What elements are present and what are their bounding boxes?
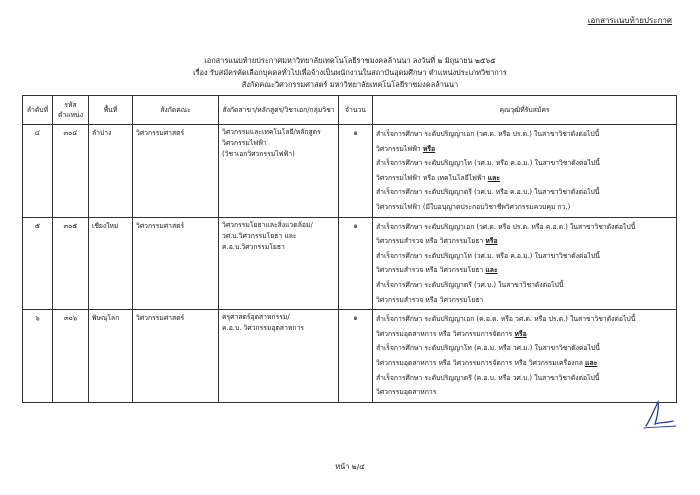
- header-line-1: เอกสารแนบท้ายประกาศมหาวิทยาลัยเทคโนโลยีราชมงคลล้านนา ลงวันที่ ๒ มิถุนายน ๒๕๖๕: [204, 56, 496, 65]
- row-code: ๓๐๖: [53, 310, 89, 403]
- qual-line: วิศวกรรมสำรวจ หรือ วิศวกรรมโยธา หรือ: [376, 237, 498, 246]
- row-faculty: วิศวกรรมศาสตร์: [133, 125, 219, 218]
- page-number: หน้า ๒/๔: [335, 462, 365, 471]
- qual-line: สำเร็จการศึกษา ระดับปริญญาตรี (วศ.บ. หรือ ค.อ.บ.) ในสาขาวิชาดังต่อไปนี้: [376, 188, 600, 197]
- row-program: [219, 310, 339, 403]
- program-line: ค.อ.บ.วิศวกรรมโยธา: [222, 242, 285, 251]
- row-qualification: [373, 217, 677, 310]
- program-line: วศ.บ.วิศวกรรมโยธา และ: [222, 231, 297, 240]
- row-no: ๖: [23, 310, 53, 403]
- header-line-2: เรื่อง รับสมัครคัดเลือกบุคคลทั่วไปเพื่อจ้างเป็นพนักงานในสถาบันอุดมศึกษา ตำแหน่งประเภทวิชาการ: [193, 68, 507, 77]
- header-code: รหัสตำแหน่ง: [53, 96, 89, 125]
- row-faculty: วิศวกรรมศาสตร์: [133, 217, 219, 310]
- conjunction: และ: [487, 173, 500, 182]
- attachment-label: เอกสารแนบท้ายประกาศ: [587, 16, 672, 25]
- row-count: ๑: [339, 125, 373, 218]
- conjunction: หรือ: [514, 329, 527, 338]
- qual-line: วิศวกรรมไฟฟ้า (มีใบอนุญาตประกอบวิชาชีพวิศวกรรมควบคุม กว.): [376, 202, 571, 211]
- conjunction: และ: [585, 358, 598, 367]
- row-count: ๑: [339, 217, 373, 310]
- qual-line: สำเร็จการศึกษา ระดับปริญญาเอก (วศ.ด. หรือ ปร.ด.) ในสาขาวิชาดังต่อไปนี้: [376, 130, 600, 138]
- qual-line: สำเร็จการศึกษา ระดับปริญญาโท (ค.อ.ม. หรือ วศ.ม.) ในสาขาวิชาดังต่อไปนี้: [376, 344, 600, 353]
- qual-line: สำเร็จการศึกษา ระดับปริญญาตรี (ค.อ.บ. หรือ วศ.บ.) ในสาขาวิชาดังต่อไปนี้: [376, 373, 600, 382]
- header-qualification: คุณวุฒิที่รับสมัคร: [373, 96, 677, 125]
- qual-line: สำเร็จการศึกษา ระดับปริญญาตรี (วศ.บ.) ในสาขาวิชาดังต่อไปนี้: [376, 280, 564, 289]
- program-line: วิศวกรรมโยธาและสิ่งแวดล้อม/: [222, 220, 313, 229]
- conjunction: หรือ: [485, 237, 498, 246]
- qual-line: วิศวกรรมอุตสาหการ: [376, 388, 437, 397]
- row-faculty: วิศวกรรมศาสตร์: [133, 310, 219, 403]
- row-code: ๓๐๕: [53, 217, 89, 310]
- qual-line: สำเร็จการศึกษา ระดับปริญญาโท (วศ.ม. หรือ ค.อ.ม.) ในสาขาวิชาดังต่อไปนี้: [376, 251, 600, 260]
- program-line: (วิชาเอกวิศวกรรมไฟฟ้า): [222, 150, 295, 158]
- table-row: [23, 125, 677, 218]
- qual-line: วิศวกรรมอุตสาหการ หรือ วิศวกรรมการจัดการ หรือ: [376, 329, 527, 338]
- header-count: จำนวน: [339, 96, 373, 125]
- qual-line: วิศวกรรมไฟฟ้า หรือ: [376, 144, 436, 153]
- header-line-3: สังกัดคณะวิศวกรรมศาสตร์ มหาวิทยาลัยเทคโนโลยีราชมงคลล้านนา: [241, 80, 459, 89]
- row-area: ลำปาง: [89, 125, 133, 218]
- header-faculty: สังกัดคณะ: [133, 96, 219, 125]
- program-line: ครุศาสตร์อุตสาหกรรม/: [222, 313, 290, 322]
- positions-table: [22, 95, 677, 403]
- program-line: ค.อ.บ. วิศวกรรมอุตสาหการ: [222, 324, 304, 333]
- table-row: [23, 310, 677, 403]
- row-code: ๓๐๔: [53, 125, 89, 218]
- row-no: ๕: [23, 217, 53, 310]
- row-program: [219, 125, 339, 218]
- conjunction: และ: [485, 266, 498, 275]
- row-area: เชียงใหม่: [89, 217, 133, 310]
- row-area: พิษณุโลก: [89, 310, 133, 403]
- qual-line: สำเร็จการศึกษา ระดับปริญญาเอก (ค.อ.ด. หรือ วศ.ด. หรือ ปร.ด.) ในสาขาวิชาดังต่อไปนี้: [376, 315, 636, 324]
- qual-line: สำเร็จการศึกษา ระดับปริญญาเอก (วศ.ด. หรือ ปร.ด. หรือ ค.อ.ด.) ในสาขาวิชาดังต่อไปนี้: [376, 222, 636, 231]
- program-line: วิศวกรรมและเทคโนโลยี/หลักสูตรวิศวกรรมไฟฟ้า: [222, 128, 321, 147]
- header-area: พื้นที่: [89, 96, 133, 125]
- qual-line: สำเร็จการศึกษา ระดับปริญญาโท (วศ.ม. หรือ ค.อ.ม.) ในสาขาวิชาดังต่อไปนี้: [376, 159, 600, 168]
- row-no: ๔: [23, 125, 53, 218]
- table-header-row: [23, 96, 677, 125]
- qual-line: วิศวกรรมสำรวจ หรือ วิศวกรรมโยธา และ: [376, 266, 498, 275]
- header-program: สังกัดสาขา/หลักสูตร/วิชาเอก/กลุ่มวิชา: [219, 96, 339, 125]
- qual-line: วิศวกรรมไฟฟ้า หรือ เทคโนโลยีไฟฟ้า และ: [376, 173, 500, 182]
- qual-line: วิศวกรรมสำรวจ หรือ วิศวกรรมโยธา: [376, 295, 484, 304]
- signature-icon: [640, 396, 678, 432]
- table-row: [23, 217, 677, 310]
- row-qualification: [373, 125, 677, 218]
- qual-line: วิศวกรรมอุตสาหการ หรือ วิศวกรรมการจัดการ หรือ วิศวกรรมเครื่องกล และ: [376, 358, 598, 367]
- conjunction: หรือ: [422, 144, 436, 153]
- header-no: ลำดับที่: [23, 96, 53, 125]
- row-qualification: [373, 310, 677, 403]
- row-count: ๑: [339, 310, 373, 403]
- row-program: [219, 217, 339, 310]
